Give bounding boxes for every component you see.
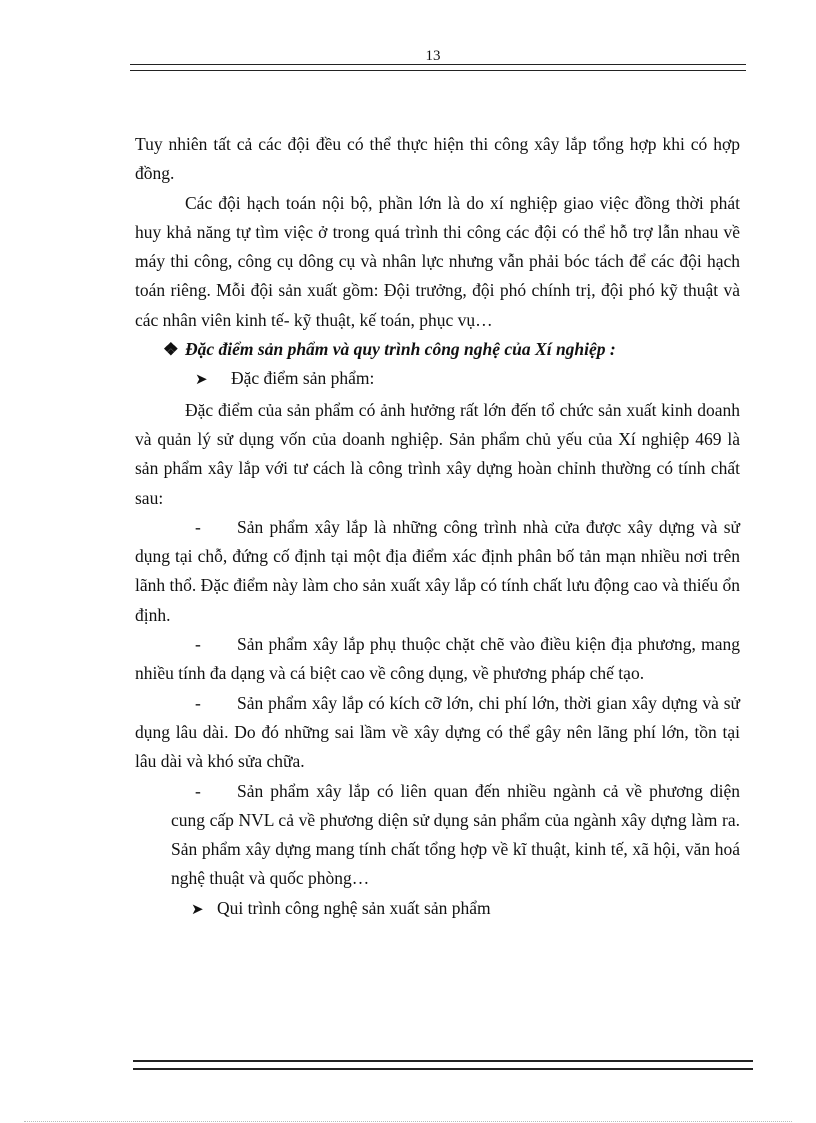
paragraph: Các đội hạch toán nội bộ, phần lớn là do xí nghiệp giao việc đồng thời phát huy khả năng tự tìm việc ở trong quá trình thi công các đội có thể hỗ trợ lẫn nhau về máy thi công, công cụ dông cụ và nhân lực nhưng vẫn phải bóc tách để các đội hạch toán riêng. Mỗi đội sản xuất gồm: Đội trưởng, đội phó chính trị, đội phó kỹ thuật và các nhân viên kinh tế- kỹ thuật, kế toán, phục vụ… [135,192,740,330]
arrow-bullet-icon: ➤ [195,372,208,389]
diamond-bullet-icon: ❖ [163,339,179,360]
subheading [135,894,740,925]
document-body [135,130,740,925]
list-item [135,630,740,689]
dash-bullet: - [195,692,201,713]
section-heading-text: Đặc điểm sản phẩm và quy trình công nghệ của Xí nghiệp : [185,339,616,360]
list-item-text: Sản phẩm xây lắp là những công trình nhà cửa được xây dựng và sử dụng tại chỗ, đứng cố định tại một địa điểm xác định phân bố tản mạn nhiều nơi trên lãnh thổ. Đặc điểm này làm cho sản xuất xây lắp có tính chất lưu động cao và thiếu ổn định. [135,516,740,625]
list-item [135,777,740,894]
arrow-bullet-icon: ➤ [191,901,204,918]
list-item-text: Sản phẩm xây lắp có liên quan đến nhiều ngành cả về phương diện cung cấp NVL cả về phương diện sử dụng sản phẩm của ngành xây dựng làm ra. Sản phẩm xây dựng mang tính chất tổng hợp về kĩ thuật, kinh tế, xã hội, văn hoá nghệ thuật và quốc phòng… [171,780,740,889]
page-edge-divider [24,1121,792,1122]
footer-rule [133,1060,753,1070]
paragraph: Tuy nhiên tất cả các đội đều có thể thực hiện thi công xây lắp tổng hợp khi có hợp đồng. [135,134,740,184]
list-item [135,513,740,630]
dash-bullet: - [195,634,201,655]
dash-bullet: - [195,516,201,537]
subheading-text: Đặc điểm sản phẩm: [231,368,375,389]
dash-bullet: - [195,780,201,801]
subheading-text: Qui trình công nghệ sản xuất sản phẩm [217,897,491,918]
list-item [135,689,740,777]
subheading [135,364,740,395]
paragraph: Đặc điểm của sản phẩm có ảnh hưởng rất lớn đến tổ chức sản xuất kinh doanh và quản lý sử dụng vốn của doanh nghiệp. Sản phẩm chủ yếu của Xí nghiệp 469 là sản phẩm xây lắp với tư cách là công trình xây dựng hoàn chỉnh thường có tính chất sau: [135,399,740,508]
list-item-text: Sản phẩm xây lắp có kích cỡ lớn, chi phí lớn, thời gian xây dựng và sử dụng lâu dài. Do đó những sai lầm về xây dựng có thể gây nên lãng phí lớn, tồn tại lâu dài và khó sửa chữa. [135,692,740,772]
list-item-text: Sản phẩm xây lắp phụ thuộc chặt chẽ vào điều kiện địa phương, mang nhiều tính đa dạng và cá biệt cao về công dụng, về phương pháp chế tạo. [135,634,740,684]
section-heading [135,335,740,364]
page-number: 13 [425,48,441,64]
header-rule [130,64,746,71]
